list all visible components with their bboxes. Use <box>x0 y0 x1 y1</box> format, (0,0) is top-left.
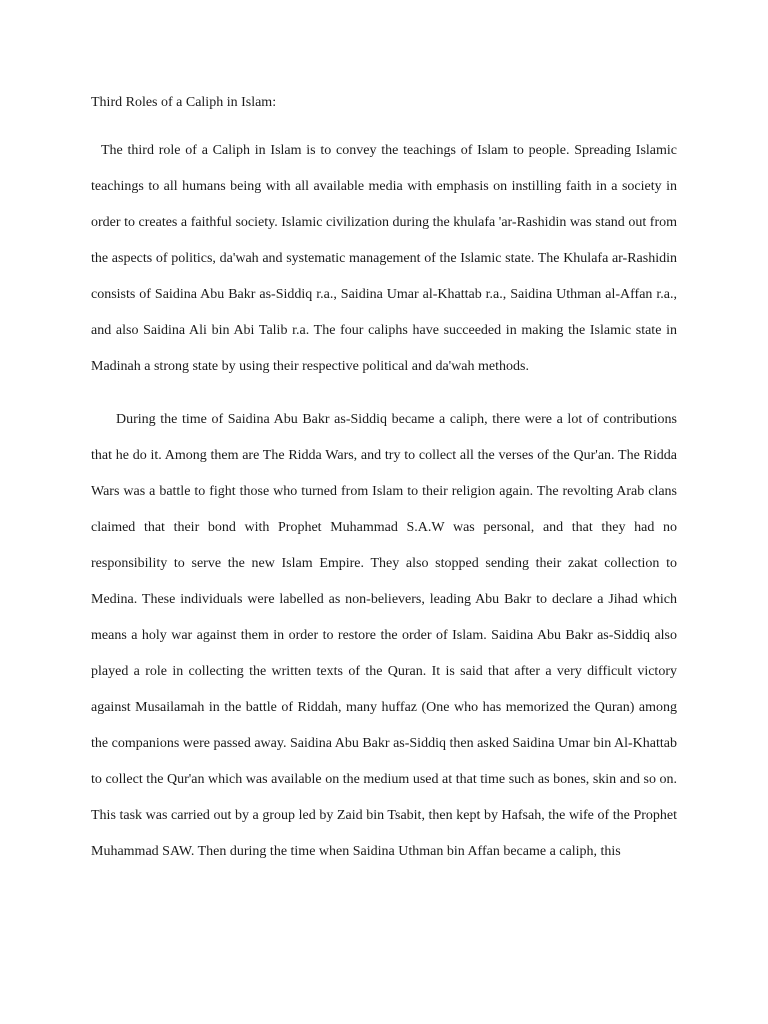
paragraph-1: The third role of a Caliph in Islam is to convey the teachings of Islam to people. Spreading Islamic teachings to all humans being with all available media with emphasis on instilling faith in a society in order to creates a faithful society. Islamic civilization during the khulafa 'ar-Rashidin was stand out from the aspects of politics, da'wah and systematic management of the Islamic state. The Khulafa ar-Rashidin consists of Saidina Abu Bakr as-Siddiq r.a., Saidina Umar al-Khattab r.a., Saidina Uthman al-Affan r.a., and also Saidina Ali bin Abi Talib r.a. The four caliphs have succeeded in making the Islamic state in Madinah a strong state by using their respective political and da'wah methods. <box>91 143 677 374</box>
document-heading: Third Roles of a Caliph in Islam: <box>91 95 277 110</box>
paragraph-2: During the time of Saidina Abu Bakr as-Siddiq became a caliph, there were a lot of contributions that he do it. Among them are The Ridda Wars, and try to collect all the verses of the Qur'an. The Ridda Wars was a battle to fight those who turned from Islam to their religion again. The revolting Arab clans claimed that their bond with Prophet Muhammad S.A.W was personal, and that they had no responsibility to serve the new Islam Empire. They also stopped sending their zakat collection to Medina. These individuals were labelled as non-believers, leading Abu Bakr to declare a Jihad which means a holy war against them in order to restore the order of Islam. Saidina Abu Bakr as-Siddiq also played a role in collecting the written texts of the Quran. It is said that after a very difficult victory against Musailamah in the battle of Riddah, many huffaz (One who has memorized the Quran) among the companions were passed away. Saidina Abu Bakr as-Siddiq then asked Saidina Umar bin Al-Khattab to collect the Qur'an which was available on the medium used at that time such as bones, skin and so on. This task was carried out by a group led by Zaid bin Tsabit, then kept by Hafsah, the wife of the Prophet Muhammad SAW. Then during the time when Saidina Uthman bin Affan became a caliph, this <box>91 412 677 859</box>
